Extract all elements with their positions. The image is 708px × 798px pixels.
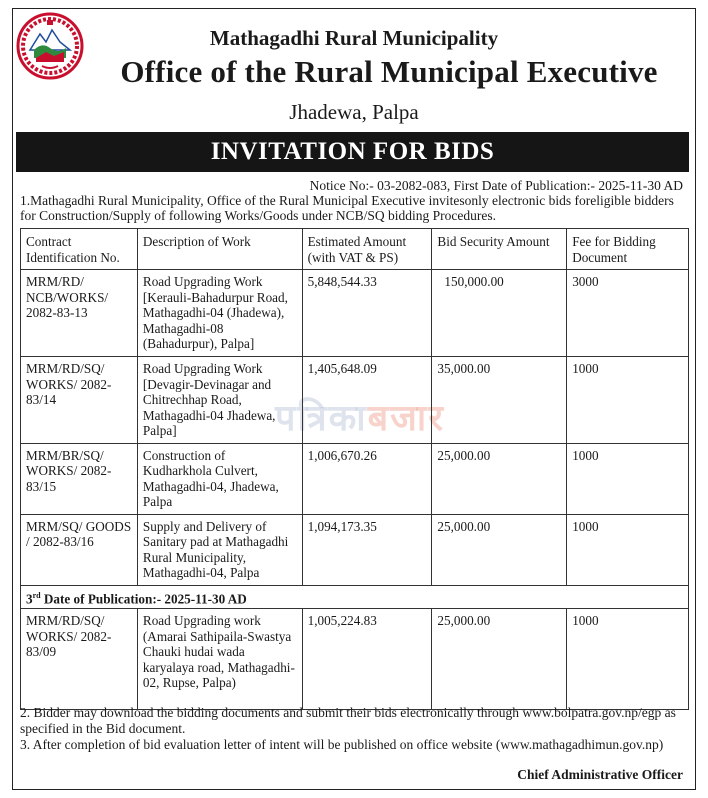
- cell-fee: 1000: [567, 357, 689, 444]
- cell-estimated-amount: 1,005,224.83: [302, 609, 432, 710]
- office-location: Jhadewa, Palpa: [289, 100, 419, 124]
- cell-contract-id: MRM/RD/SQ/ WORKS/ 2082-83/14: [21, 357, 138, 444]
- cell-bid-security: 25,000.00: [432, 514, 567, 585]
- cell-estimated-amount: 5,848,544.33: [302, 270, 432, 357]
- pub-ordinal-suffix: rd: [32, 590, 41, 600]
- office-title: Office of the Rural Municipal Executive: [120, 54, 658, 89]
- bids-table: [20, 228, 689, 710]
- note-3: 3. After completion of bid evaluation letter of intent will be published on office website (www.mathagadhimun.gov.np): [20, 737, 664, 752]
- cell-bid-security: 150,000.00: [432, 270, 567, 357]
- cell-contract-id: MRM/RD/SQ/ WORKS/ 2082-83/09: [21, 609, 138, 710]
- cell-description: Road Upgrading Work [Kerauli-Bahadurpur Road, Mathagadhi-04 (Jhadewa), Mathagadhi-08 (Bahadurpur), Palpa]: [137, 270, 302, 357]
- cell-fee: 1000: [567, 609, 689, 710]
- header-contract-id: Contract Identification No.: [21, 229, 138, 270]
- signatory: Chief Administrative Officer: [517, 767, 683, 782]
- pub-text: Date of Publication:- 2025-11-30 AD: [40, 590, 247, 606]
- cell-estimated-amount: 1,405,648.09: [302, 357, 432, 444]
- watermark-part2: बजार: [367, 398, 445, 439]
- cell-contract-id: MRM/BR/SQ/ WORKS/ 2082-83/15: [21, 443, 138, 514]
- cell-fee: 1000: [567, 443, 689, 514]
- table-row: [21, 443, 689, 514]
- intro-paragraph: 1.Mathagadhi Rural Municipality, Office of the Rural Municipal Executive invitesonly electronic bids foreligible bidders for Construction/Supply of following Works/Goods under NCB/SQ bidding Procedures.: [20, 193, 674, 223]
- table-header-row: [21, 229, 689, 270]
- note-2: 2. Bidder may download the bidding documents and submit their bids electronically through www.bolpatra.gov.np/egp as specified in the Bid document.: [20, 705, 676, 736]
- cell-description: Construction of Kudharkhola Culvert, Mathagadhi-04, Jhadewa, Palpa: [137, 443, 302, 514]
- cell-estimated-amount: 1,006,670.26: [302, 443, 432, 514]
- header-estimated-amount: Estimated Amount (with VAT & PS): [302, 229, 432, 270]
- cell-fee: 1000: [567, 514, 689, 585]
- header-fee: Fee for Bidding Document: [567, 229, 689, 270]
- cell-contract-id: MRM/RD/ NCB/WORKS/ 2082-83-13: [21, 270, 138, 357]
- cell-description: Road Upgrading work (Amarai Sathipaila-Swastya Chauki hudai wada karyalaya road, Mathagadhi-02, Rupse, Palpa): [137, 609, 302, 710]
- table-row: [21, 609, 689, 710]
- cell-bid-security: 35,000.00: [432, 357, 567, 444]
- cell-description: Road Upgrading Work [Devagir-Devinagar and Chitrechhap Road, Mathagadhi-04 Jhadewa, Palpa]: [137, 357, 302, 444]
- invitation-banner: INVITATION FOR BIDS: [16, 132, 689, 172]
- header-bid-security: Bid Security Amount: [432, 229, 567, 270]
- cell-description: Supply and Delivery of Sanitary pad at Mathagadhi Rural Municipality, Mathagadhi-04, Palpa: [137, 514, 302, 585]
- cell-bid-security: 25,000.00: [432, 443, 567, 514]
- cell-bid-security: 25,000.00: [432, 609, 567, 710]
- municipality-name: Mathagadhi Rural Municipality: [209, 26, 499, 50]
- pub-ordinal: 3: [26, 590, 33, 606]
- publication-row: [21, 585, 689, 609]
- cell-estimated-amount: 1,094,173.35: [302, 514, 432, 585]
- table-row: [21, 514, 689, 585]
- cell-contract-id: MRM/SQ/ GOODS / 2082-83/16: [21, 514, 138, 585]
- header-description: Description of Work: [137, 229, 302, 270]
- table-row: [21, 270, 689, 357]
- table-row: [21, 357, 689, 444]
- notice-number: Notice No:- 03-2082-083, First Date of Publication:- 2025-11-30 AD: [309, 178, 683, 193]
- watermark-part1: पत्रिका: [275, 398, 368, 439]
- third-publication-date: [21, 585, 689, 609]
- cell-fee: 3000: [567, 270, 689, 357]
